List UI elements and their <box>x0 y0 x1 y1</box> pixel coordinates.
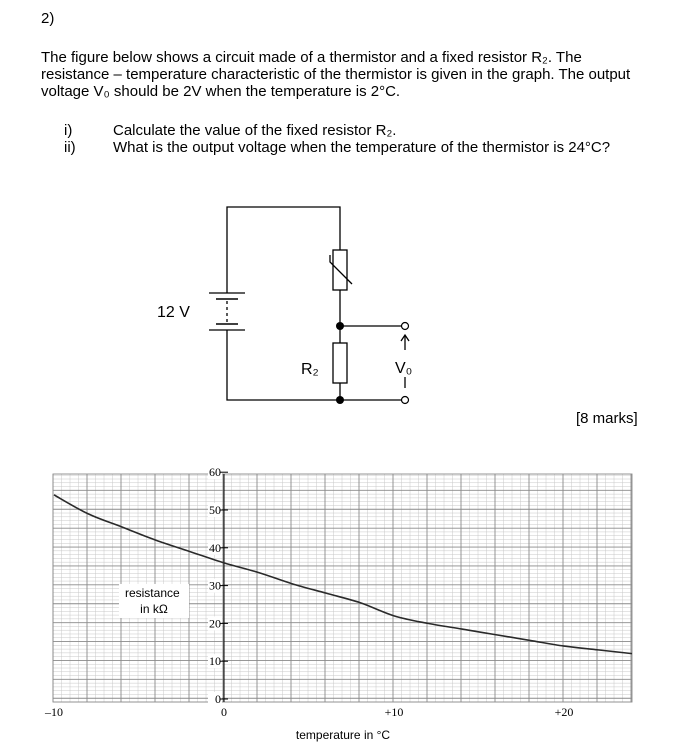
thermistor-curve <box>54 495 632 654</box>
x-tick-label: –10 <box>45 705 63 719</box>
x-tick-labels <box>44 705 573 719</box>
y-tick-label: 50 <box>209 503 221 517</box>
marks-label: [8 marks] <box>576 410 638 427</box>
part-number: ii) <box>64 139 76 156</box>
y-axis-title-line: in kΩ <box>140 602 168 616</box>
y-tick-label: 10 <box>209 654 221 669</box>
part-number: i) <box>64 122 73 139</box>
output-label: V₀ <box>395 360 413 377</box>
question-number: 2) <box>41 10 55 27</box>
y-tick-label: 20 <box>209 616 221 631</box>
y-tick-label: 40 <box>209 540 221 555</box>
battery-label: 12 V <box>157 304 190 321</box>
x-axis-title: temperature in °C <box>295 728 391 742</box>
y-axis-title-line: resistance <box>124 586 180 600</box>
question-intro: The figure below shows a circuit made of a thermistor and a fixed resistor R₂. The resistance – temperature characteristic of the thermistor is given in the graph. The output voltage V₀ should be 2V when the temperature is 2°C. <box>41 49 631 100</box>
x-tick-label: +10 <box>384 705 404 719</box>
part-text: Calculate the value of the fixed resistor R₂. <box>113 122 397 139</box>
y-tick-label: 60 <box>209 465 221 480</box>
y-tick-label: 0 <box>215 692 221 706</box>
y-tick-labels <box>208 465 228 706</box>
x-tick-label: +20 <box>554 705 574 719</box>
y-tick-label: 30 <box>209 578 221 593</box>
resistor-label: R₂ <box>301 361 319 378</box>
part-text: What is the output voltage when the temperature of the thermistor is 24°C? <box>113 139 611 156</box>
x-tick-label: 0 <box>221 705 227 719</box>
